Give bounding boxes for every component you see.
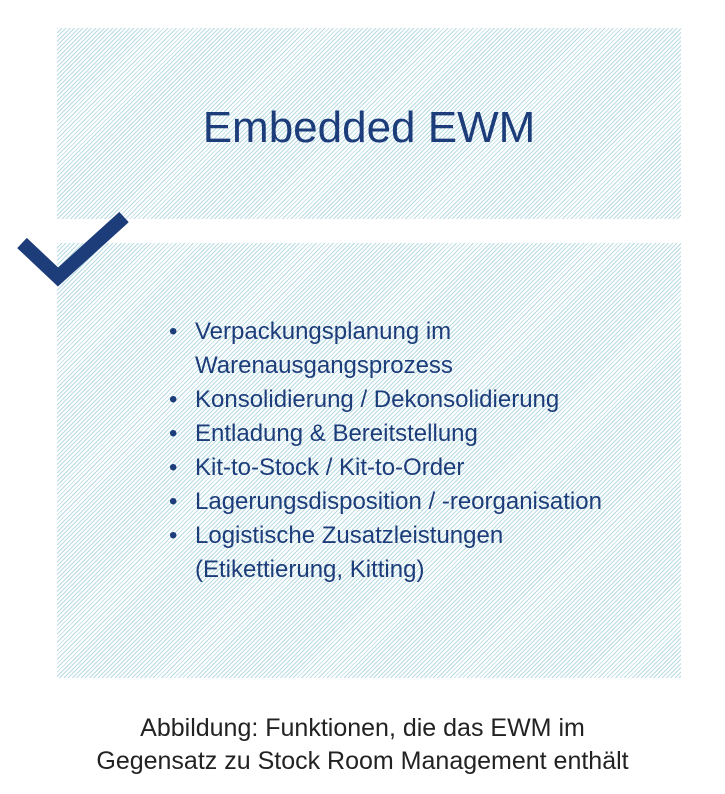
checkmark-icon — [14, 205, 132, 287]
bullet-icon: • — [169, 488, 178, 515]
bullet-icon: • — [169, 386, 178, 413]
list-item — [169, 315, 602, 383]
item-line: Verpackungsplanung im — [195, 318, 452, 345]
list-item — [169, 485, 602, 519]
list-item — [169, 451, 602, 485]
item-line: Kit-to-Stock / Kit-to-Order — [195, 454, 465, 481]
bullet-icon: • — [169, 522, 178, 549]
bullet-icon: • — [169, 318, 178, 345]
feature-list — [169, 315, 602, 587]
item-line: Entladung & Bereitstellung — [195, 420, 478, 447]
list-item — [169, 383, 602, 417]
item-line: Warenausgangsprozess — [195, 352, 453, 379]
item-line: (Etikettierung, Kitting) — [195, 556, 425, 583]
item-line: Logistische Zusatzleistungen — [195, 522, 504, 549]
item-line: Konsolidierung / Dekonsolidierung — [195, 386, 560, 413]
diagram-title: Embedded EWM — [202, 103, 536, 152]
caption-line-2: Gegensatz zu Stock Room Management enthält — [96, 747, 629, 775]
bullet-icon: • — [169, 454, 178, 481]
list-item — [169, 417, 602, 451]
figure-caption — [0, 712, 725, 778]
caption-line-1: Abbildung: Funktionen, die das EWM im — [140, 714, 585, 742]
list-item — [169, 519, 602, 587]
item-line: Lagerungsdisposition / -reorganisation — [195, 488, 602, 515]
features-box — [57, 243, 681, 678]
bullet-icon: • — [169, 420, 178, 447]
title-box — [57, 28, 681, 219]
